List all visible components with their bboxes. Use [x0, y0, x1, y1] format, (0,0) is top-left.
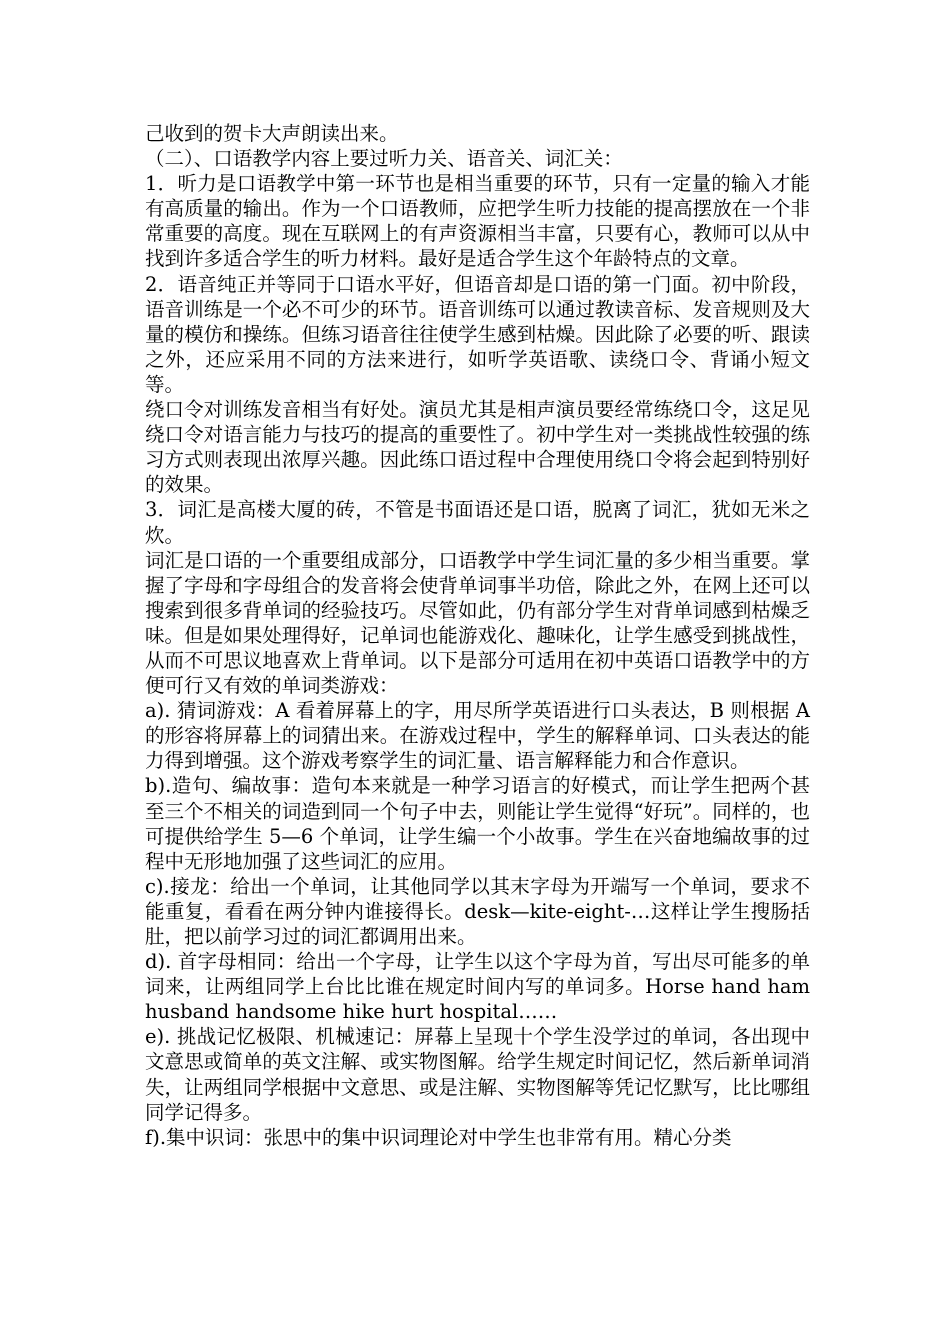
paragraph-listening: 1．听力是口语教学中第一环节也是相当重要的环节，只有一定量的输入才能有高质量的输出。作为一个口语教师，应把学生听力技能的提高摆放在一个非常重要的高度。现在互联网上的有声资源相当丰富，只要有心，教师可以从中找到许多适合学生的听力材料。最好是适合学生这个年龄特点的文章。 — [145, 172, 810, 271]
paragraph-vocabulary: 词汇是口语的一个重要组成部分，口语教学中学生词汇量的多少相当重要。掌握了字母和字母组合的发音将会使背单词事半功倍，除此之外，在网上还可以搜索到很多背单词的经验技巧。尽管如此，仍有部分学生对背单词感到枯燥乏味。但是如果处理得好，记单词也能游戏化、趣味化，让学生感受到挑战性，从而不可思议地喜欢上背单词。以下是部分可适用在初中英语口语教学中的方便可行又有效的单词类游戏： — [145, 548, 810, 698]
section-heading: （二）、口语教学内容上要过听力关、语音关、词汇关： — [145, 147, 623, 171]
document-body — [145, 121, 810, 1150]
list-item-guess-word: a). 猜词游戏：A 看着屏幕上的字，用尽所学英语进行口头表达，B 则根据 A 的形容将屏幕上的词猜出来。在游戏过程中，学生的解释单词、口头表达的能力得到增强。这个游戏考察学生的词汇量、语言解释能力和合作意识。 — [145, 699, 810, 773]
paragraph-pronunciation: 2．语音纯正并等同于口语水平好，但语音却是口语的第一门面。初中阶段，语音训练是一个必不可少的环节。语音训练可以通过教读音标、发音规则及大量的模仿和操练。但练习语音往往使学生感到枯燥。因此除了必要的听、跟读之外，还应采用不同的方法来进行，如听学英语歌、读绕口令、背诵小短文等。 — [145, 272, 810, 396]
list-item-make-sentence: b).造句、编故事：造句本来就是一种学习语言的好模式，而让学生把两个甚至三个不相关的词造到同一个句子中去，则能让学生觉得“好玩”。同样的，也可提供给学生 5—6 个单词，让学生编一个小故事。学生在兴奋地编故事的过程中无形地加强了这些词汇的应用。 — [145, 774, 810, 873]
list-item-memory-challenge: e). 挑战记忆极限、机械速记：屏幕上呈现十个学生没学过的单词，各出现中文意思或简单的英文注解、或实物图解。给学生规定时间记忆，然后新单词消失，让两组同学根据中文意思、或是注解、实物图解等凭记忆默写，比比哪组同学记得多。 — [145, 1025, 810, 1124]
list-item-concentrated-words: f).集中识词：张思中的集中识词理论对中学生也非常有用。精心分类 — [145, 1125, 732, 1149]
paragraph-continuation: 己收到的贺卡大声朗读出来。 — [145, 122, 399, 145]
paragraph-vocabulary-intro: 3．词汇是高楼大厦的砖，不管是书面语还是口语，脱离了词汇，犹如无米之炊。 — [145, 498, 810, 547]
list-item-same-initial: d). 首字母相同：给出一个字母，让学生以这个字母为首，写出尽可能多的单词来，让两组同学上台比比谁在规定时间内写的单词多。Horse hand ham husband handsome hike hurt hospital…… — [145, 950, 810, 1024]
list-item-word-chain: c).接龙：给出一个单词，让其他同学以其末字母为开端写一个单词，要求不能重复，看看在两分钟内谁接得长。desk—kite-eight-…这样让学生搜肠括肚，把以前学习过的词汇都调用出来。 — [145, 874, 810, 948]
paragraph-tongue-twister: 绕口令对训练发音相当有好处。演员尤其是相声演员要经常练绕口令，这足见绕口令对语言能力与技巧的提高的重要性了。初中学生对一类挑战性较强的练习方式则表现出浓厚兴趣。因此练口语过程中合理使用绕口令将会起到特别好的效果。 — [145, 398, 810, 497]
